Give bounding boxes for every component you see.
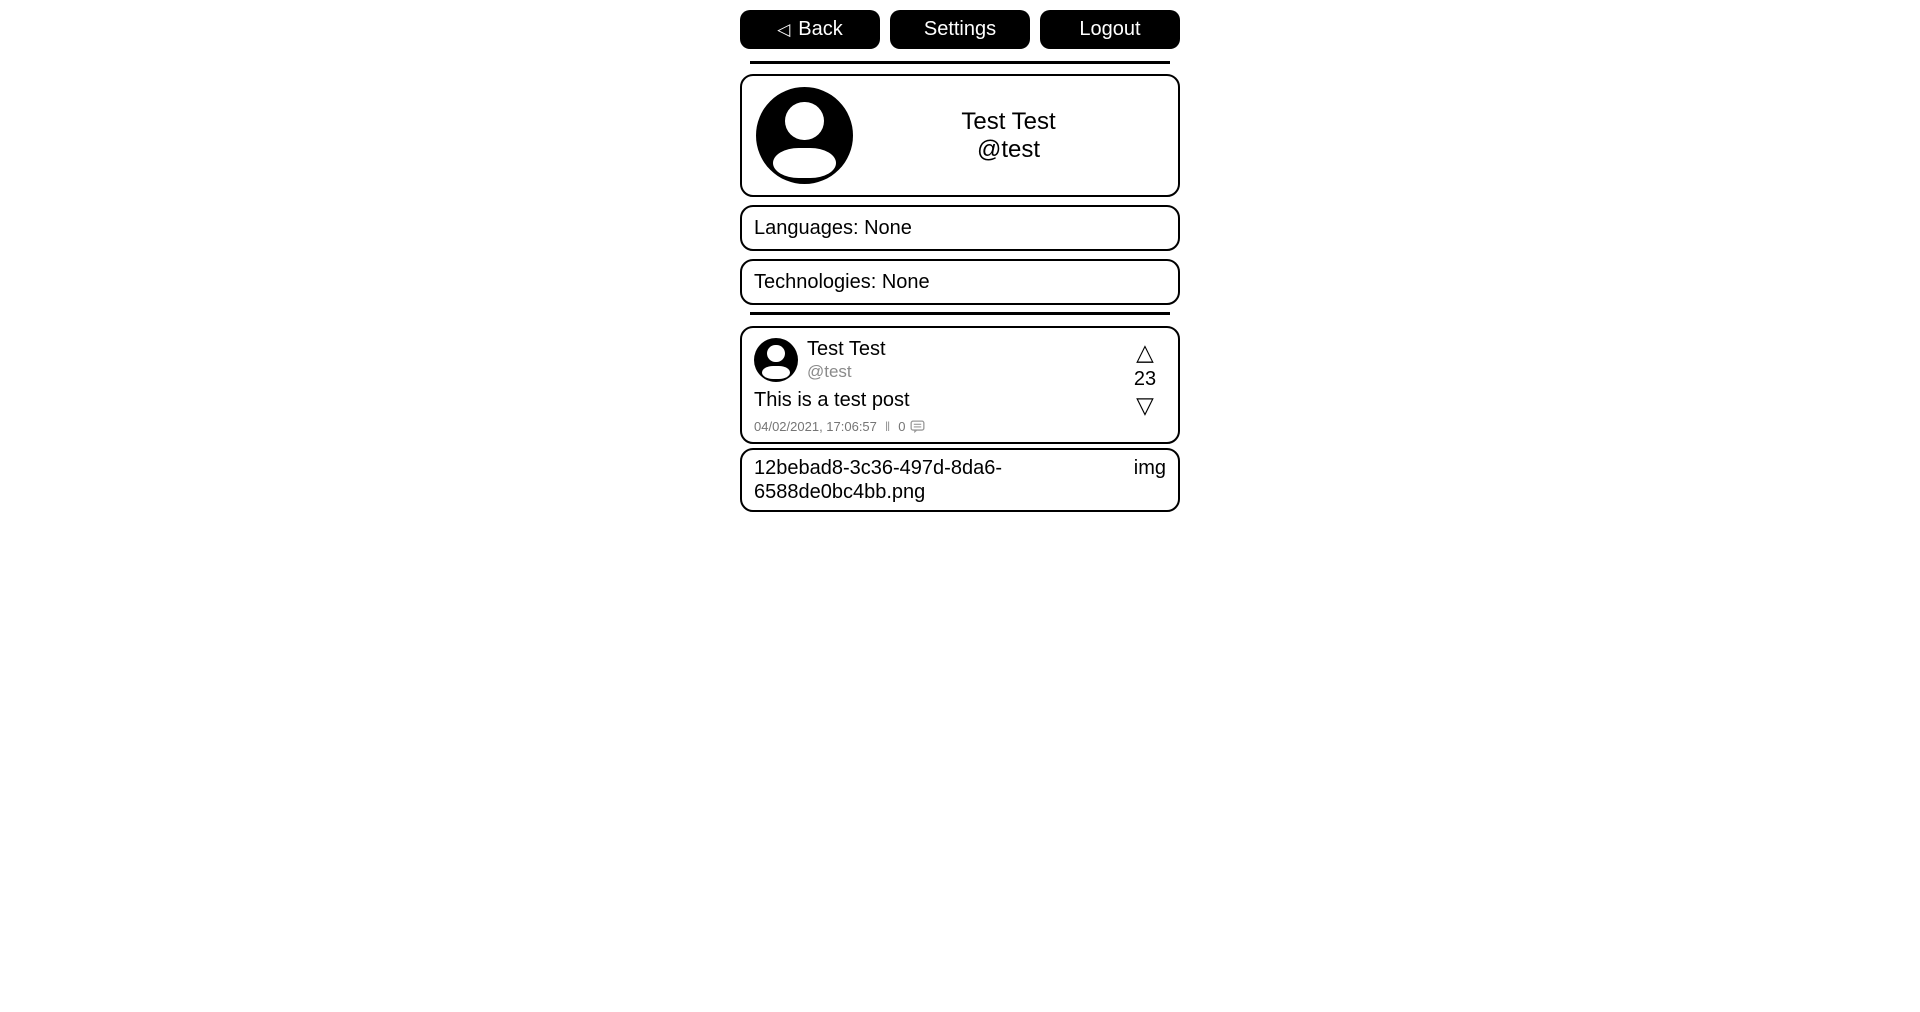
profile-name: Test Test (961, 107, 1056, 135)
post-avatar-icon (754, 338, 798, 382)
divider-top (750, 61, 1170, 64)
post-author (807, 338, 886, 382)
content-column (740, 0, 1180, 512)
downvote-button[interactable]: ▽ (1136, 392, 1154, 418)
logout-button[interactable]: Logout (1040, 10, 1180, 49)
post-timestamp: 04/02/2021, 17:06:57 (754, 419, 877, 434)
comment-icon (910, 420, 925, 434)
post-meta-row (754, 419, 1126, 434)
vote-count: 23 (1133, 368, 1157, 390)
upvote-button[interactable]: △ (1136, 339, 1154, 365)
profile-names (853, 108, 1164, 164)
comments-indicator (898, 419, 924, 434)
profile-avatar-icon (756, 87, 853, 184)
comments-count: 0 (898, 419, 906, 434)
profile-handle: @test (976, 135, 1041, 163)
technologies-box: Technologies: None (740, 259, 1180, 305)
post-author-handle: @test (807, 362, 852, 381)
settings-button[interactable]: Settings (890, 10, 1030, 49)
post-author-name: Test Test (807, 338, 886, 360)
attachment-card[interactable] (740, 448, 1180, 512)
back-icon: ◁ (777, 20, 791, 39)
post-card (740, 326, 1180, 444)
profile-card (740, 74, 1180, 197)
post-header (754, 338, 1126, 382)
back-button[interactable] (740, 10, 880, 49)
post-body-text: This is a test post (754, 389, 910, 411)
nav-bar (740, 10, 1180, 49)
post-content (754, 338, 1126, 434)
attachment-filename: 12bebad8-3c36-497d-8da6-6588de0bc4bb.png (754, 457, 1002, 503)
meta-separator-icon: ‖ (884, 419, 891, 434)
languages-box: Languages: None (740, 205, 1180, 251)
back-button-label: Back (798, 18, 843, 40)
divider-posts (750, 312, 1170, 315)
vote-column (1126, 338, 1164, 434)
attachment-type-label: img (1133, 457, 1166, 479)
